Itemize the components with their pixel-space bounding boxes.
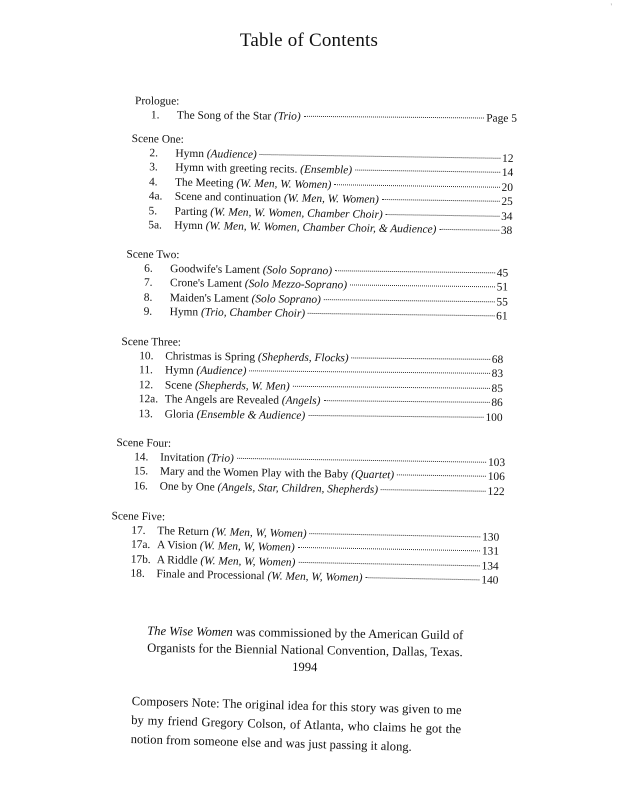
entry-number: 13.	[138, 407, 153, 420]
entry-number: 4a.	[148, 190, 163, 203]
entry-title: The Song of the Star (Trio)	[176, 109, 301, 123]
dot-leader	[365, 577, 479, 580]
entry-number: 17b.	[130, 553, 151, 566]
composers-note-label: Composers Note:	[131, 693, 220, 711]
entry-number: 17a.	[130, 539, 151, 552]
entry-page: 55	[496, 296, 508, 309]
entry-page: 83	[491, 368, 504, 381]
dot-leader	[308, 415, 483, 418]
entry-page: 106	[487, 471, 505, 484]
entry-title: Hymn with greeting recits. (Ensemble)	[175, 162, 353, 177]
entry-title: Maiden's Lament (Solo Soprano)	[169, 291, 321, 306]
scan-corner-mark: '	[610, 2, 612, 11]
entry-title: Finale and Processional (W. Men, W, Women)	[156, 568, 363, 585]
entry-number: 12.	[138, 378, 154, 392]
entry-title: Invitation (Trio)	[160, 451, 234, 465]
toc-entry	[121, 407, 503, 425]
dot-leader	[382, 199, 500, 202]
section-heading: Prologue:	[135, 95, 180, 108]
work-title: The Wise Women	[147, 623, 233, 639]
entry-title: Hymn (Trio, Chamber Choir)	[169, 306, 306, 321]
entry-number: 16.	[133, 480, 149, 493]
entry-number: 5a.	[148, 219, 163, 232]
dot-leader	[381, 489, 485, 492]
entry-page: 20	[501, 181, 514, 194]
entry-number: 17.	[131, 524, 146, 537]
section-heading: Scene One:	[131, 133, 184, 146]
entry-title: A Riddle (W. Men, W, Women)	[156, 553, 296, 569]
entry-number: 15.	[133, 465, 149, 478]
section-heading: Scene Five:	[111, 510, 166, 524]
entry-page: 45	[496, 267, 509, 280]
entry-number: 9.	[143, 305, 153, 319]
dot-leader	[308, 313, 494, 316]
entry-number: 1.	[150, 109, 160, 122]
page-title: Table of Contents	[239, 30, 379, 51]
dot-leader	[334, 184, 499, 188]
dot-leader	[324, 299, 495, 302]
entry-title: Gloria (Ensemble & Audience)	[164, 408, 306, 422]
entry-number: 4.	[148, 176, 158, 189]
commission-note	[140, 623, 471, 679]
entry-title: Crone's Lament (Solo Mezzo-Soprano)	[169, 277, 348, 292]
dot-leader	[386, 214, 499, 217]
toc-entry	[135, 108, 517, 126]
section-scene-two	[126, 248, 509, 325]
entry-page: 140	[481, 574, 499, 587]
dot-leader	[323, 400, 489, 403]
dot-leader	[439, 229, 499, 231]
entry-number: 10.	[139, 350, 154, 363]
entry-page: 86	[491, 397, 503, 410]
entry-number: 12a.	[138, 393, 159, 406]
entry-title: Scene and continuation (W. Men, W. Women)	[174, 190, 379, 207]
entry-title: Mary and the Women Play with the Baby (Quartet)	[159, 466, 395, 482]
entry-page: 131	[481, 545, 500, 559]
entry-page: 34	[501, 210, 513, 223]
entry-number: 7.	[143, 277, 153, 290]
dot-leader	[350, 285, 495, 288]
section-scene-five	[110, 509, 499, 588]
entry-number: 8.	[143, 291, 153, 304]
dot-leader	[352, 357, 490, 359]
entry-page: 134	[481, 560, 499, 573]
entry-page: 122	[487, 485, 505, 498]
entry-page: 130	[482, 531, 500, 544]
entry-number: 18.	[130, 567, 145, 581]
entry-page: 61	[496, 310, 508, 323]
entry-title: The Return (W. Men, W, Women)	[157, 525, 307, 541]
section-scene-four	[116, 436, 506, 499]
entry-number: 14.	[134, 451, 149, 464]
entry-page: 85	[491, 382, 503, 395]
entry-page: 100	[485, 411, 503, 424]
composers-note-text: The original idea for this story was given to me by my friend Gregory Colson, of Atlanta, who claims he got the notion from someone else and was just passing it along.	[130, 696, 462, 754]
dot-leader	[260, 154, 500, 159]
entry-title: Parting (W. Men, W. Women, Chamber Choir)	[174, 205, 383, 221]
dot-leader	[237, 458, 486, 463]
entry-number: 3.	[149, 161, 158, 174]
entry-page: 51	[496, 281, 509, 294]
commission-text: was commissioned by the American Guild of Organists for the Biennial National Convention, Dallas, Texas.	[147, 625, 464, 660]
entry-title: Hymn (Audience)	[175, 147, 257, 161]
section-scene-three	[121, 335, 504, 425]
dot-leader	[298, 547, 480, 551]
entry-page: 12	[501, 152, 514, 166]
dot-leader	[335, 270, 495, 273]
dot-leader	[298, 562, 479, 566]
entry-title: Scene (Shepherds, W. Men)	[164, 379, 290, 393]
entry-title: The Angels are Revealed (Angels)	[164, 393, 321, 408]
entry-page: Page 5	[486, 112, 517, 125]
entry-title: The Meeting (W. Men, W. Women)	[174, 176, 332, 191]
section-prologue	[135, 94, 517, 126]
entry-title: Hymn (W. Men, W. Women, Chamber Choir, & Audience)	[174, 219, 437, 236]
entry-number: 11.	[139, 364, 153, 377]
entry-title: One by One (Angels, Star, Children, Shepherds)	[159, 480, 379, 496]
entry-number: 2.	[149, 147, 159, 160]
dot-leader	[355, 170, 500, 173]
entry-page: 38	[500, 224, 513, 237]
entry-title: Christmas is Spring (Shepherds, Flocks)	[165, 350, 349, 365]
entry-title: Goodwife's Lament (Solo Soprano)	[170, 263, 333, 278]
entry-page: 103	[487, 456, 506, 470]
entry-page: 25	[501, 195, 513, 209]
dot-leader	[249, 371, 489, 375]
entry-title: Hymn (Audience)	[165, 364, 247, 378]
entry-page: 14	[501, 167, 514, 180]
entry-number: 6.	[144, 262, 153, 275]
section-scene-one	[130, 132, 514, 238]
dot-leader	[397, 475, 486, 477]
dot-leader	[310, 533, 481, 537]
entry-title: A Vision (W. Men, W, Women)	[156, 539, 295, 555]
commission-year: 1994	[292, 659, 318, 675]
dot-leader	[293, 386, 490, 389]
composers-note	[130, 692, 461, 758]
section-heading: Scene Four:	[116, 436, 172, 450]
section-heading: Scene Three:	[121, 336, 182, 349]
section-heading: Scene Two:	[126, 248, 180, 262]
entry-page: 68	[491, 353, 504, 367]
entry-number: 5.	[148, 204, 158, 217]
dot-leader	[304, 116, 485, 119]
